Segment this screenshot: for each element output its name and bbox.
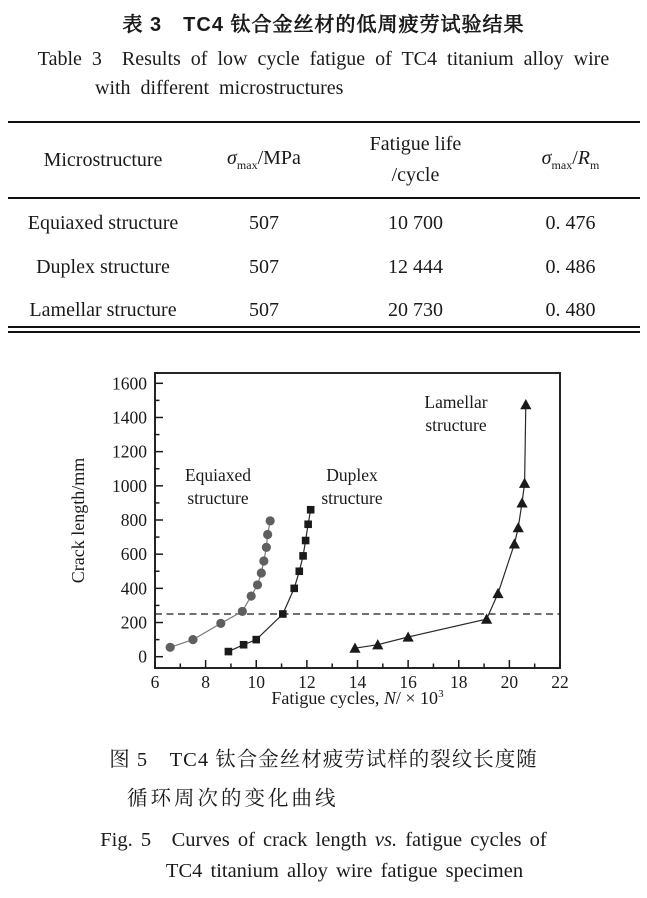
svg-text:10: 10 <box>247 672 265 692</box>
table-title-zh: 表 3 TC4 钛合金丝材的低周疲劳试验结果 <box>122 14 525 36</box>
figure-caption-zh-line1: 图 5 TC4 钛合金丝材疲劳试样的裂纹长度随 <box>109 749 538 771</box>
svg-text:1600: 1600 <box>112 373 147 394</box>
table-header-fatigue-life: Fatigue life /cycle <box>369 133 462 186</box>
svg-text:0: 0 <box>138 646 147 667</box>
table-header-sigma-max-mpa: $\sigma_{max}$/MPa <box>227 147 301 172</box>
svg-text:Duplex: Duplex <box>326 465 378 485</box>
table-title-en-line2: with different microstructures <box>95 77 344 99</box>
table-title-en-line1: Table 3 Results of low cycle fatigue of TC4 titanium alloy wire <box>37 48 610 70</box>
table-cell-r0-c3: 0. 476 <box>545 212 596 235</box>
x-axis-title: Fatigue cycles, $N/ \times 10^3$ <box>271 688 444 708</box>
table-cell-r2-c3: 0. 480 <box>545 299 596 322</box>
svg-text:400: 400 <box>120 578 147 599</box>
table-cell-r1-c0: Duplex structure <box>36 255 170 278</box>
crack-length-vs-fatigue-cycles-chart <box>60 346 605 708</box>
svg-text:structure: structure <box>425 415 487 435</box>
table-cell-r0-c2: 10 700 <box>388 212 443 235</box>
table-header-sigma-max-rm: $\sigma_{max}/R_m$ <box>541 147 600 172</box>
svg-text:6: 6 <box>150 672 160 692</box>
table-cell-r0-c0: Equiaxed structure <box>27 212 179 235</box>
svg-text:22: 22 <box>551 672 569 692</box>
table-cell-r2-c2: 20 730 <box>388 299 443 322</box>
figure-caption-zh-line2: 循环周次的变化曲线 <box>127 788 339 810</box>
svg-text:8: 8 <box>201 672 210 692</box>
table-header-row <box>8 124 640 196</box>
svg-text:18: 18 <box>450 672 468 692</box>
svg-text:Lamellar: Lamellar <box>424 392 488 412</box>
table-cell-r2-c0: Lamellar structure <box>29 299 177 322</box>
table-cell-r1-c1: 507 <box>249 255 279 278</box>
figure-caption-en-line1: Fig. 5 Curves of crack length vs. fatigue cycles of <box>100 829 547 851</box>
figure-caption-en-line2: TC4 titanium alloy wire fatigue specimen <box>165 860 524 882</box>
svg-text:1200: 1200 <box>112 441 147 462</box>
table-header-microstructure: Microstructure <box>43 148 163 171</box>
svg-text:Equiaxed: Equiaxed <box>184 465 252 485</box>
svg-text:200: 200 <box>120 612 147 633</box>
svg-text:1000: 1000 <box>112 475 147 496</box>
series-equiaxed-structure <box>166 465 275 652</box>
svg-text:14: 14 <box>348 672 367 692</box>
svg-text:structure: structure <box>321 488 383 508</box>
plot-frame <box>155 373 560 668</box>
table-rule-mid <box>8 197 640 199</box>
table-cell-r2-c1: 507 <box>249 299 279 322</box>
svg-text:16: 16 <box>399 672 417 692</box>
svg-text:20: 20 <box>500 672 519 692</box>
svg-text:600: 600 <box>120 544 147 565</box>
table-cell-r1-c3: 0. 486 <box>545 255 596 278</box>
y-axis-tick-labels <box>112 373 147 666</box>
svg-text:12: 12 <box>298 672 316 692</box>
svg-text:1400: 1400 <box>112 407 147 428</box>
svg-text:structure: structure <box>187 488 249 508</box>
table-body <box>8 202 640 333</box>
y-axis-ticks <box>155 383 163 656</box>
y-axis-title: Crack length/mm <box>68 457 88 584</box>
svg-text:800: 800 <box>120 510 147 530</box>
table-cell-r0-c1: 507 <box>249 212 279 235</box>
x-axis-ticks <box>155 660 560 668</box>
table-cell-r1-c2: 12 444 <box>388 255 443 278</box>
